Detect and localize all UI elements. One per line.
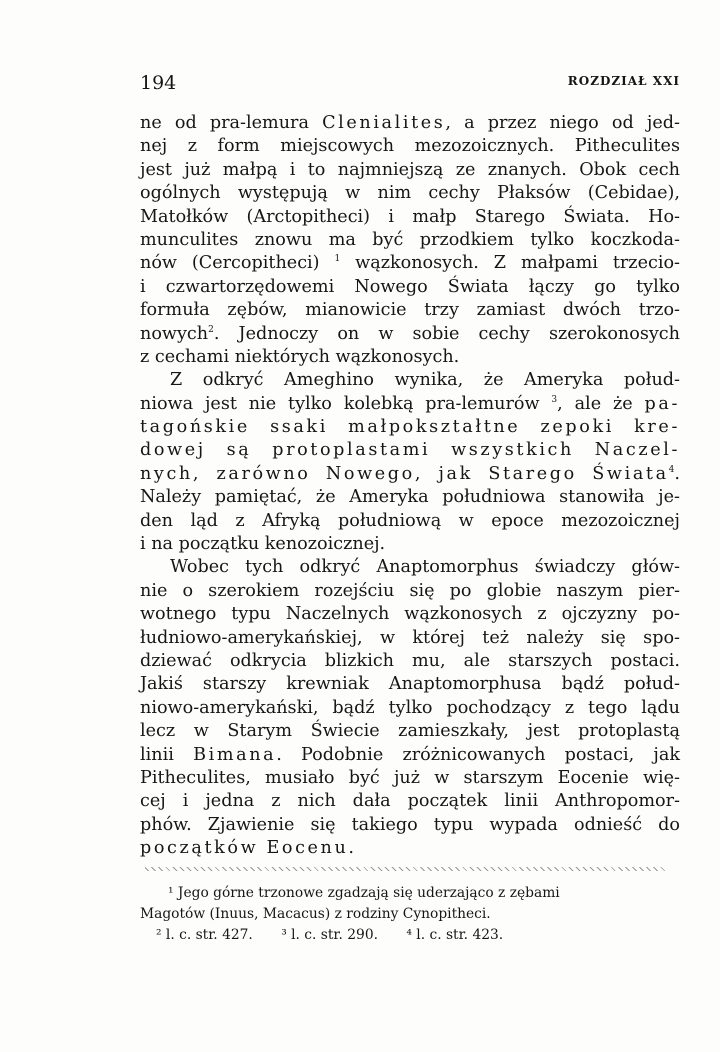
text-line: nie o szerokiem rozejściu się po globie naszym pier-	[140, 580, 680, 601]
text-line: niowa jest nie tylko kolebką pra-lemurów $^3$, ale że pa-	[140, 393, 680, 414]
text-line: munculites znowu ma być przodkiem tylko koczkoda-	[140, 229, 680, 250]
page-header	[140, 70, 680, 100]
footnote-marker: 1	[334, 254, 341, 265]
text-line: den ląd z Afryką południową w epoce mezozoicznej	[140, 510, 680, 531]
spaced-emphasis: dowej są protoplastami wszystkich Naczel-	[140, 440, 680, 461]
text-line: cej i jedna z nich dała początek linii Anthropomor-	[140, 791, 680, 812]
text-line	[140, 439, 680, 462]
page-number: 194	[140, 72, 177, 94]
footnote-2: ² l. c. str. 427.	[156, 927, 253, 943]
text-line: dziewać odkrycia blizkich mu, ale starszych postaci.	[140, 650, 680, 671]
text-line: Należy pamiętać, że Ameryka południowa stanowiła je-	[140, 487, 680, 508]
paragraph	[140, 369, 680, 556]
footnote-3: ³ l. c. str. 290.	[281, 927, 378, 943]
text-line: łudniowo-amerykańskiej, w której też należy się spo-	[140, 627, 680, 648]
text-line	[140, 416, 680, 439]
text-line: jest już małpą i to najmniejszą ze znanych. Obok cech	[140, 159, 680, 180]
text-line: i na początku kenozoicznej.	[140, 534, 386, 555]
paragraph	[140, 556, 680, 860]
footnote-references	[140, 925, 660, 946]
spaced-emphasis: tagońskie ssaki małpokształtne zepoki kre-	[140, 417, 680, 438]
text-line: Pitheculites, musiało być już w starszym Eocenie wię-	[140, 767, 680, 788]
text-line: phów. Zjawienie się takiego typu wypada odnieść do	[140, 814, 680, 835]
text-line: i czwartorzędowemi Nowego Świata łączy go tylko	[140, 276, 680, 297]
text-line: ogólnych występują w nim cechy Płaksów (Cebidae),	[140, 183, 680, 204]
spaced-emphasis: Clenialites	[322, 113, 446, 133]
footnote-marker: 4	[668, 465, 675, 475]
text-line: nowych$^2$. Jednoczy on w sobie cechy szerokonosych	[140, 323, 680, 344]
spaced-emphasis: Bimana	[193, 744, 277, 765]
footnote-1-line-2: Magotów (Inuus, Macacus) z rodziny Cynopitheci.	[140, 906, 491, 922]
text-line: ne od pra-lemura Clenialites, a przez niego od jed-	[140, 113, 680, 133]
spaced-emphasis: początków Eocenu	[140, 838, 349, 859]
text-line: Jakiś starszy krewniak Anaptomorphusa bądź połud-	[140, 674, 680, 695]
footnote-1-line-1: ¹ Jego górne trzonowe zgadzają się uderzająco z zębami	[168, 885, 560, 901]
text-line: z cechami niektórych wązkonosych.	[140, 346, 460, 367]
text-line: wotnego typu Naczelnych wązkonosych z ojczyzny po-	[140, 604, 680, 625]
text-line: nów (Cercopitheci) $^1$ wązkonosych. Z małpami trzecio-	[140, 253, 681, 274]
text-line: Matołków (Arctopitheci) i małp Starego Świata. Ho-	[140, 206, 680, 227]
footnote-separator	[145, 867, 665, 871]
footnote-marker: 3	[551, 394, 558, 405]
footnote-4: ⁴ l. c. str. 423.	[406, 927, 504, 943]
text-line: początków Eocenu.	[140, 838, 354, 859]
text-line: formuła zębów, mianowicie trzy zamiast dwóch trzo-	[140, 300, 680, 321]
footnotes	[140, 883, 660, 946]
text-line: niowo-amerykański, bądź tylko pochodzący z tego lądu	[140, 697, 680, 718]
text-line: linii Bimana. Podobnie zróżnicowanych postaci, jak	[140, 744, 680, 765]
spaced-emphasis: pa-	[644, 393, 680, 414]
paragraph	[140, 112, 680, 369]
text-line: nej z form miejscowych mezozoicznych. Pitheculites	[140, 136, 680, 157]
text-line: lecz w Starym Świecie zamieszkały, jest protoplastą	[140, 721, 680, 742]
running-title: ROZDZIAŁ XXI	[567, 74, 680, 88]
footnote-marker: 2	[208, 324, 214, 335]
body-text	[140, 112, 680, 861]
spaced-emphasis: nych, zarówno Nowego, jak Starego Świata	[140, 463, 669, 484]
text-line: Wobec tych odkryć Anaptomorphus świadczy głów-	[170, 557, 680, 578]
text-line: nych, zarówno Nowego, jak Starego Świata$^4$.	[140, 463, 680, 484]
text-line: Z odkryć Ameghino wynika, że Ameryka połud-	[170, 370, 680, 391]
